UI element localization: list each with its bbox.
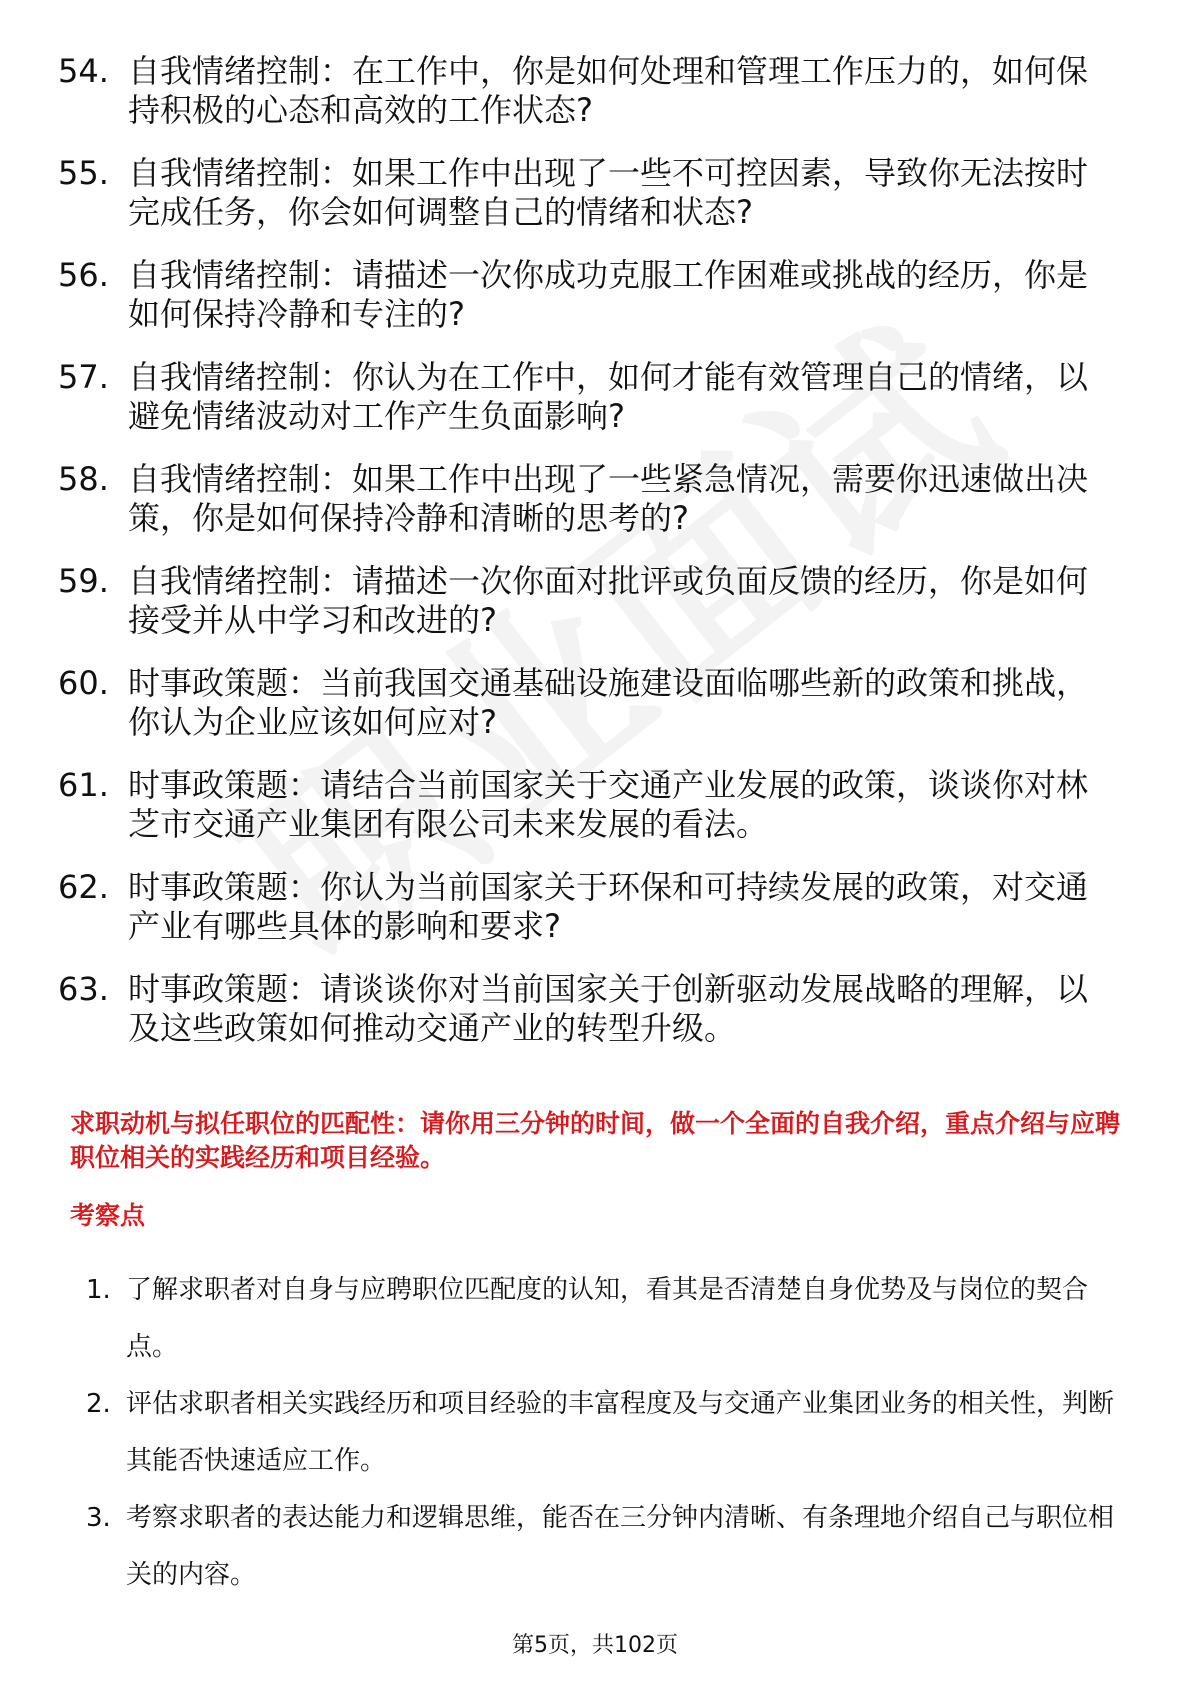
point-number: 1. xyxy=(86,1275,111,1305)
question-text: 自我情绪控制：请描述一次你面对批评或负面反馈的经历，你是如何接受并从中学习和改进的? xyxy=(128,562,1089,639)
assessment-point xyxy=(86,1262,1116,1376)
question-text: 时事政策题：你认为当前国家关于环保和可持续发展的政策，对交通产业有哪些具体的影响和要求? xyxy=(128,868,1089,945)
question-number: 55. xyxy=(58,154,109,192)
question-number: 63. xyxy=(58,970,109,1008)
point-text: 了解求职者对自身与应聘职位匹配度的认知，看其是否清楚自身优势及与岗位的契合点。 xyxy=(126,1275,1089,1362)
question-item xyxy=(58,256,1118,334)
question-number: 56. xyxy=(58,256,109,294)
question-item xyxy=(58,868,1118,946)
assessment-point xyxy=(86,1376,1116,1490)
point-text: 评估求职者相关实践经历和项目经验的丰富程度及与交通产业集团业务的相关性，判断其能否快速适应工作。 xyxy=(126,1389,1115,1476)
question-item xyxy=(58,154,1118,232)
question-list xyxy=(58,52,1118,1072)
question-text: 时事政策题：请谈谈你对当前国家关于创新驱动发展战略的理解，以及这些政策如何推动交通产业的转型升级。 xyxy=(128,970,1089,1047)
question-number: 60. xyxy=(58,664,109,702)
point-number: 3. xyxy=(86,1503,111,1533)
question-item xyxy=(58,52,1118,130)
question-text: 自我情绪控制：如果工作中出现了一些紧急情况，需要你迅速做出决策，你是如何保持冷静和清晰的思考的? xyxy=(128,460,1089,537)
question-text: 自我情绪控制：如果工作中出现了一些不可控因素，导致你无法按时完成任务，你会如何调整自己的情绪和状态? xyxy=(128,154,1089,231)
assessment-point xyxy=(86,1490,1116,1604)
question-text: 时事政策题：当前我国交通基础设施建设面临哪些新的政策和挑战，你认为企业应该如何应对? xyxy=(128,664,1089,741)
question-number: 61. xyxy=(58,766,109,804)
question-number: 62. xyxy=(58,868,109,906)
question-text: 自我情绪控制：在工作中，你是如何处理和管理工作压力的，如何保持积极的心态和高效的工作状态? xyxy=(128,52,1089,129)
question-text: 自我情绪控制：你认为在工作中，如何才能有效管理自己的情绪，以避免情绪波动对工作产生负面影响? xyxy=(128,358,1089,435)
page-footer: 第5页，共102页 xyxy=(512,1633,678,1658)
question-item xyxy=(58,460,1118,538)
section-heading: 求职动机与拟任职位的匹配性：请你用三分钟的时间，做一个全面的自我介绍，重点介绍与应聘职位相关的实践经历和项目经验。 xyxy=(70,1109,1121,1172)
question-number: 57. xyxy=(58,358,109,396)
point-text: 考察求职者的表达能力和逻辑思维，能否在三分钟内清晰、有条理地介绍自己与职位相关的内容。 xyxy=(126,1503,1115,1590)
question-number: 59. xyxy=(58,562,109,600)
question-item xyxy=(58,664,1118,742)
question-item xyxy=(58,766,1118,844)
point-number: 2. xyxy=(86,1389,111,1419)
question-item xyxy=(58,970,1118,1048)
assessment-points-heading: 考察点 xyxy=(70,1201,146,1230)
question-number: 58. xyxy=(58,460,109,498)
question-text: 时事政策题：请结合当前国家关于交通产业发展的政策，谈谈你对林芝市交通产业集团有限公司未来发展的看法。 xyxy=(128,766,1089,843)
question-number: 54. xyxy=(58,52,109,90)
question-item xyxy=(58,562,1118,640)
question-text: 自我情绪控制：请描述一次你成功克服工作困难或挑战的经历，你是如何保持冷静和专注的? xyxy=(128,256,1089,333)
assessment-points-list xyxy=(86,1262,1116,1604)
question-item xyxy=(58,358,1118,436)
